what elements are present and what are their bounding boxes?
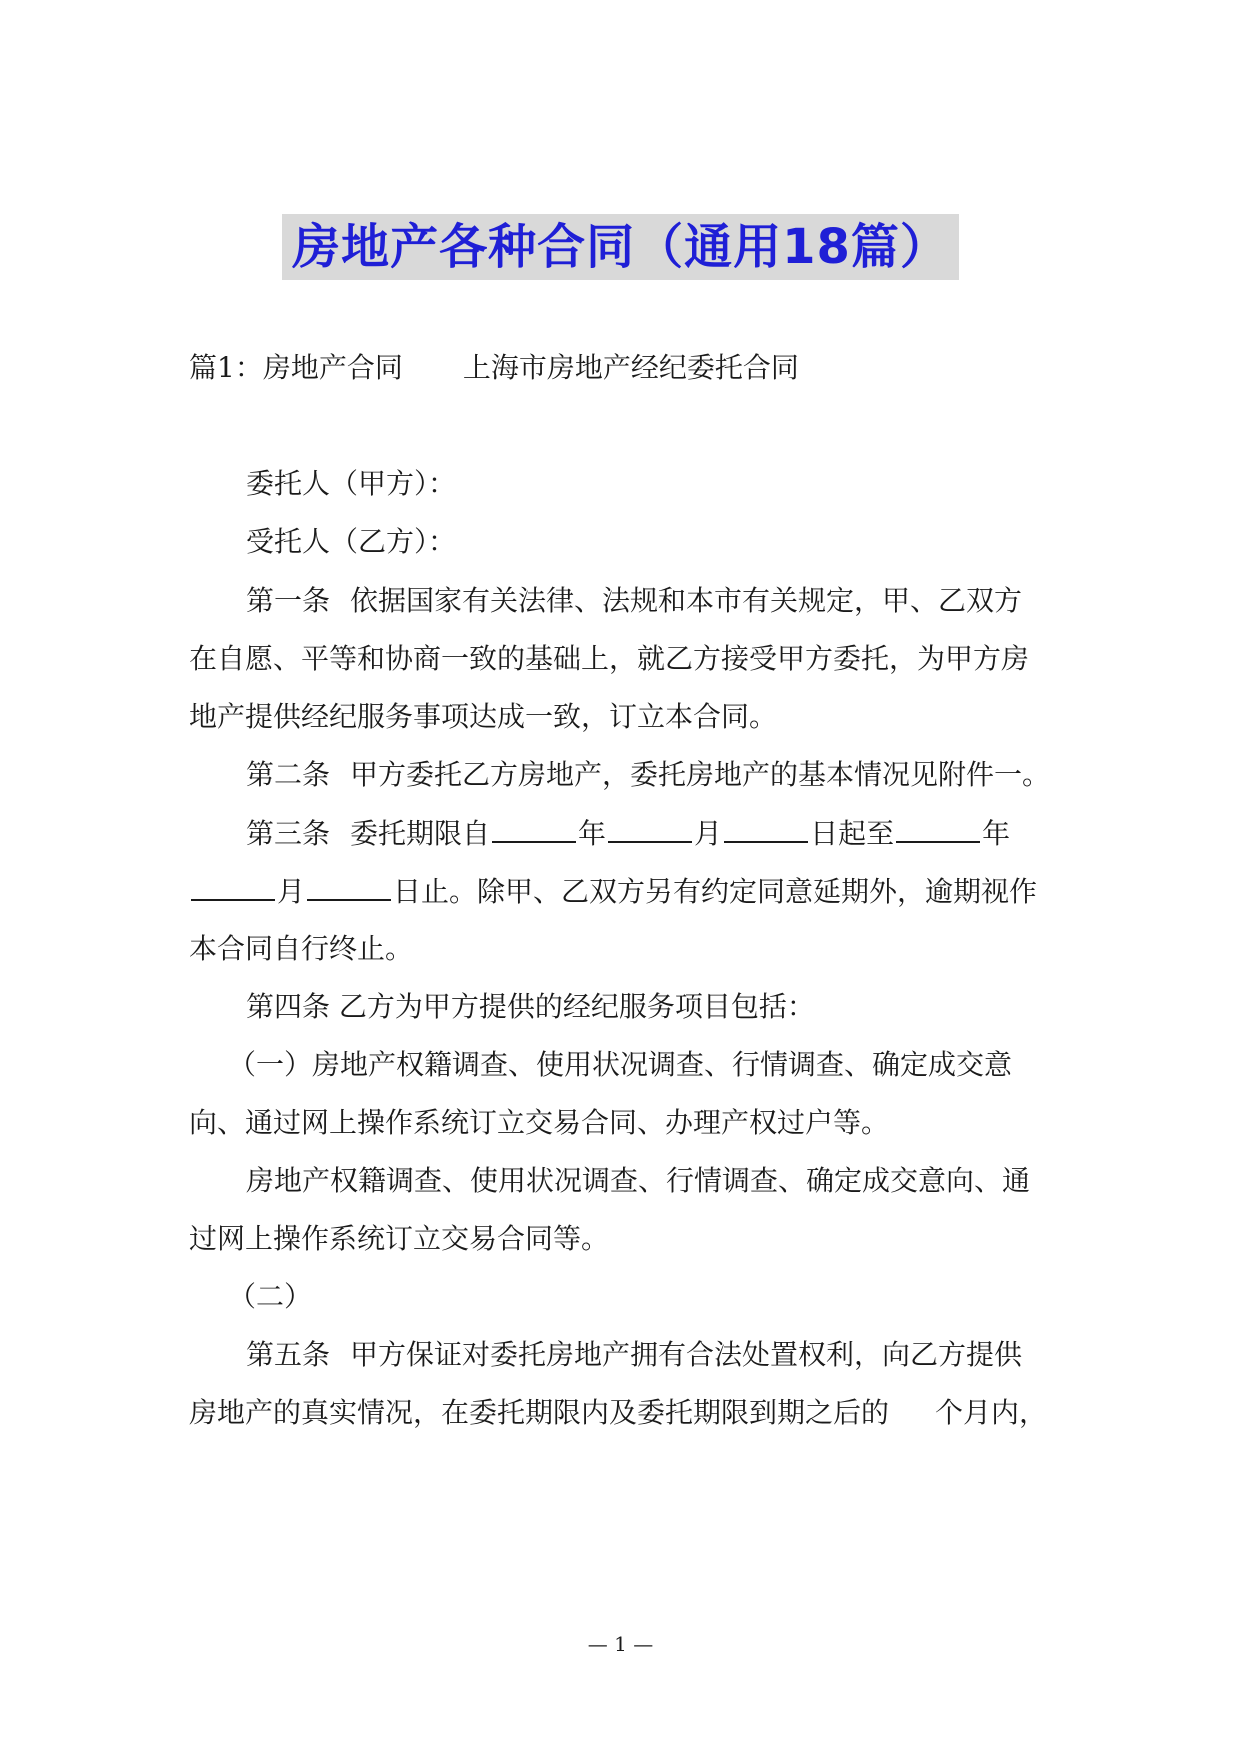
article3-day2: 日止。除甲、乙双方另有约定同意延期外，逾期视作 — [393, 875, 1038, 908]
article3-month2: 月 — [277, 875, 306, 908]
blank-end-month[interactable] — [191, 873, 275, 901]
blank-start-day[interactable] — [724, 815, 808, 843]
blank-start-year[interactable] — [492, 815, 576, 843]
article3-text-a: 委托期限自 — [350, 817, 491, 850]
article3-line1 — [246, 815, 1010, 852]
article3-line2 — [189, 873, 1037, 910]
article5-label: 第五条 — [246, 1338, 331, 1371]
article4-para-line2: 过网上操作系统订立交易合同等。 — [189, 1222, 610, 1255]
section-name: 上海市房地产经纪委托合同 — [462, 351, 799, 384]
blank-start-month[interactable] — [608, 815, 692, 843]
article4-item1-line1: （一）房地产权籍调查、使用状况调查、行情调查、确定成交意 — [228, 1048, 1013, 1081]
article1-text1: 依据国家有关法律、法规和本市有关规定，甲、乙双方 — [350, 584, 1023, 617]
blank-end-day[interactable] — [307, 873, 391, 901]
article1-line1 — [246, 583, 1022, 619]
section-part: 篇1：房地产合同 — [189, 351, 403, 384]
blank-end-year[interactable] — [896, 815, 980, 843]
article1-label: 第一条 — [246, 584, 331, 617]
document-title: 房地产各种合同（通用18篇） — [282, 214, 959, 280]
article3-label: 第三条 — [246, 817, 331, 850]
article3-year2: 年 — [982, 817, 1011, 850]
article2-text: 甲方委托乙方房地产，委托房地产的基本情况见附件一。 — [350, 758, 1051, 791]
article2-label: 第二条 — [246, 758, 331, 791]
principal-line: 委托人（甲方）： — [246, 467, 457, 500]
article4-item2: （二） — [228, 1280, 313, 1313]
section-heading — [189, 350, 799, 386]
page-number: — 1 — — [587, 1632, 654, 1656]
article3-month1: 月 — [694, 817, 723, 850]
article1-line3: 地产提供经纪服务事项达成一致，订立本合同。 — [189, 700, 778, 733]
article5-line1 — [246, 1337, 1022, 1373]
article2-line — [246, 757, 1050, 793]
article5-text2b: 个月内， — [935, 1396, 1048, 1429]
article3-line3: 本合同自行终止。 — [189, 932, 414, 965]
title-container — [0, 214, 1241, 280]
article1-line2: 在自愿、平等和协商一致的基础上，就乙方接受甲方委托，为甲方房 — [189, 642, 1030, 675]
article4-line: 第四条 乙方为甲方提供的经纪服务项目包括： — [246, 990, 815, 1023]
agent-line: 受托人（乙方）： — [246, 525, 457, 558]
article5-line2 — [189, 1395, 1047, 1431]
article3-year1: 年 — [578, 817, 607, 850]
article4-para-line1: 房地产权籍调查、使用状况调查、行情调查、确定成交意向、通 — [246, 1164, 1031, 1197]
article5-text1: 甲方保证对委托房地产拥有合法处置权利，向乙方提供 — [350, 1338, 1023, 1371]
article4-item1-line2: 向、通过网上操作系统订立交易合同、办理产权过户等。 — [189, 1106, 890, 1139]
article5-text2a: 房地产的真实情况，在委托期限内及委托期限到期之后的 — [189, 1396, 890, 1429]
article3-day1: 日起至 — [810, 817, 895, 850]
